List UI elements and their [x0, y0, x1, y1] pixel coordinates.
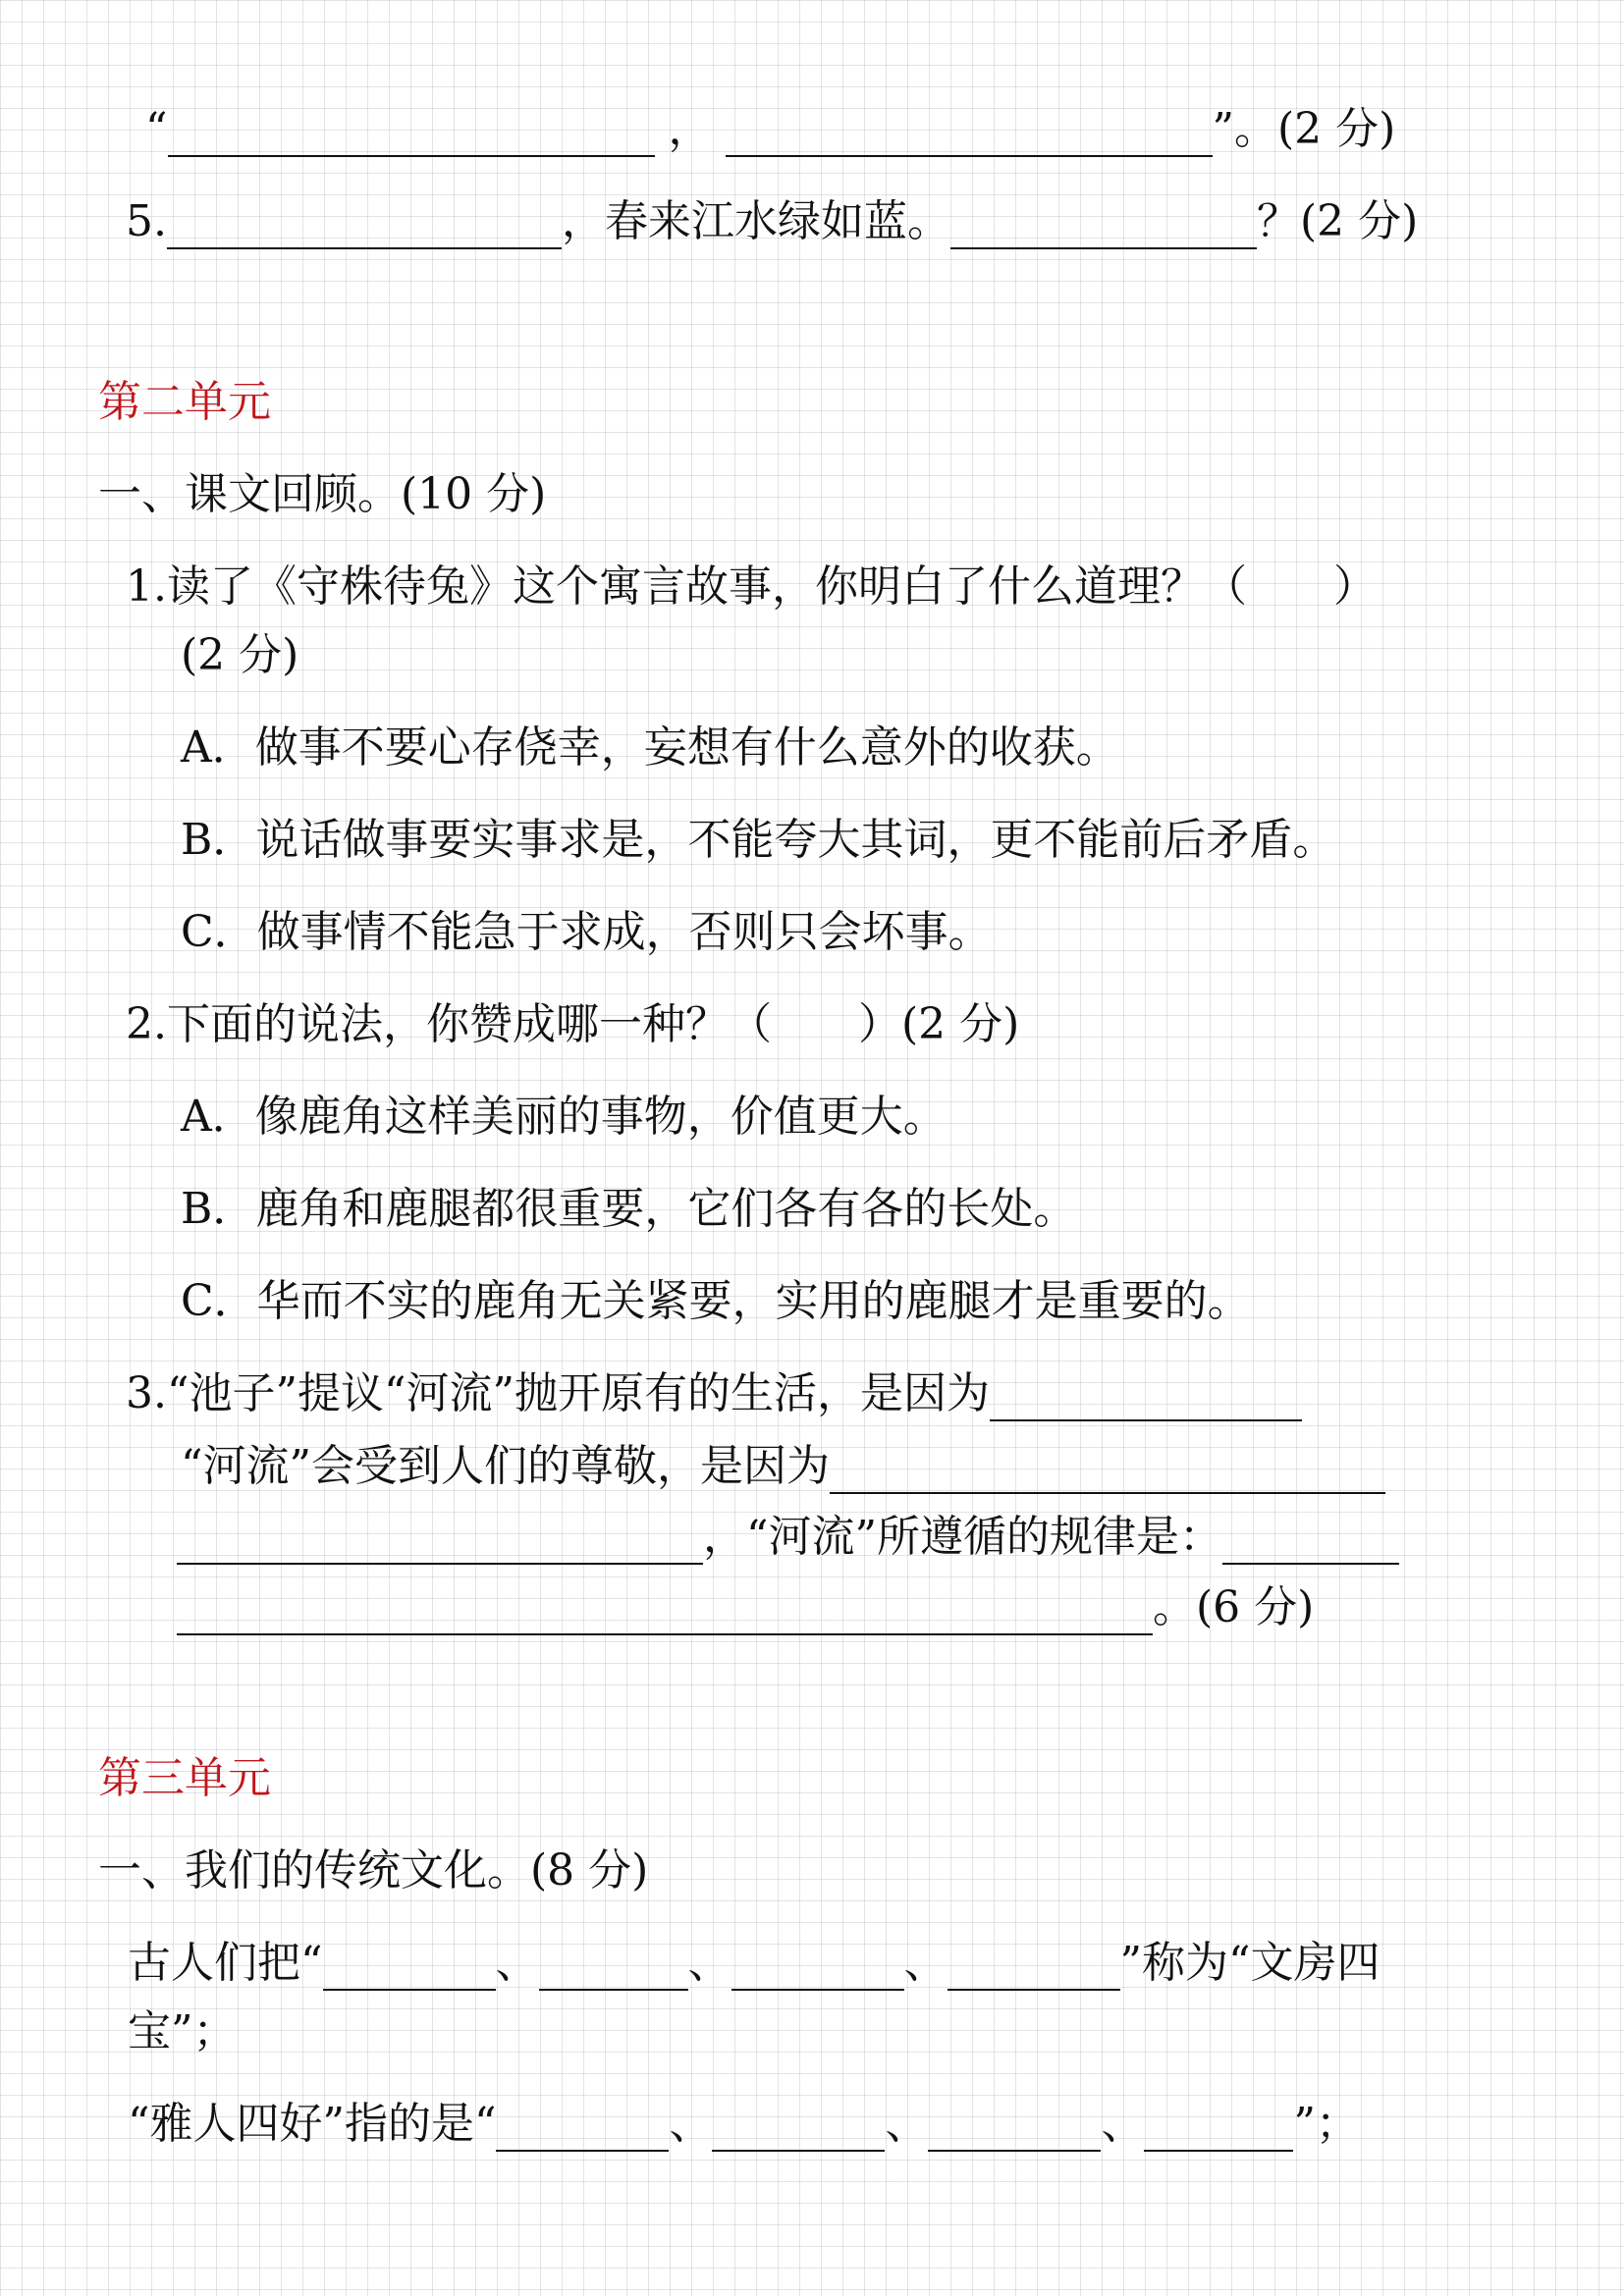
q3-text-2: “河流”会受到人们的尊敬，是因为: [181, 1441, 830, 1491]
q5-text: ，春来江水绿如蓝。: [561, 196, 950, 246]
q3-line-2: [181, 1439, 1385, 1494]
q3-line-1: [126, 1366, 1302, 1421]
answer-blank[interactable]: [177, 1522, 703, 1565]
comma: ，: [668, 104, 712, 154]
q4-answer-line: [145, 102, 1395, 157]
separator: 、: [669, 2099, 713, 2149]
answer-blank[interactable]: [830, 1451, 1385, 1494]
q5-number: 5.: [126, 196, 167, 246]
answer-blank[interactable]: [928, 2109, 1101, 2152]
answer-blank[interactable]: [496, 2109, 669, 2152]
q3-text-1: 3.“池子”提议“河流”抛开原有的生活，是因为: [126, 1368, 990, 1418]
q1-text: 1.读了《守株待兔》这个寓言故事，你明白了什么道理？（ ）: [126, 561, 1377, 612]
answer-blank[interactable]: [1144, 2109, 1293, 2152]
four-hobbies-line: [128, 2097, 1359, 2152]
unit-3-title: 第三单元: [98, 1753, 271, 1803]
answer-blank[interactable]: [167, 206, 562, 249]
unit-2-section-1-heading: 一、课文回顾。(10 分): [98, 469, 547, 519]
q3-score: 。(6 分): [1153, 1582, 1315, 1632]
q3-line-4: [177, 1580, 1314, 1635]
q4-close: ”。(2 分): [1212, 104, 1396, 154]
q5-score: ？(2 分): [1256, 196, 1419, 246]
answer-blank[interactable]: [950, 206, 1257, 249]
answer-blank[interactable]: [1222, 1522, 1399, 1565]
four-hobbies-end: ”；: [1293, 2099, 1359, 2149]
answer-blank[interactable]: [539, 1948, 688, 1991]
answer-blank[interactable]: [712, 2109, 885, 2152]
four-treasures-text: 古人们把“: [128, 1938, 323, 1988]
q1-option-c[interactable]: C．做事情不能急于求成，否则只会坏事。: [181, 907, 992, 957]
q2-option-c[interactable]: C．华而不实的鹿角无关紧要，实用的鹿腿才是重要的。: [181, 1276, 1251, 1326]
q3-text-3: ，“河流”所遵循的规律是：: [703, 1512, 1222, 1562]
q2-option-b[interactable]: B．鹿角和鹿腿都很重要，它们各有各的长处。: [181, 1184, 1077, 1234]
q1-score: (2 分): [181, 630, 299, 680]
answer-blank[interactable]: [177, 1592, 1153, 1635]
four-treasures-end: ”称为“文房四: [1119, 1938, 1380, 1988]
answer-blank[interactable]: [990, 1378, 1302, 1421]
answer-blank[interactable]: [947, 1948, 1120, 1991]
four-treasures-cont: 宝”；: [128, 2006, 237, 2056]
four-treasures-line: [128, 1936, 1380, 1991]
separator: 、: [885, 2099, 929, 2149]
answer-blank[interactable]: [731, 1948, 904, 1991]
open-quote: “: [145, 104, 168, 154]
answer-blank[interactable]: [168, 114, 655, 157]
q1-option-b[interactable]: B．说话做事要实事求是，不能夸大其词，更不能前后矛盾。: [181, 815, 1336, 865]
q1-option-a[interactable]: A．做事不要心存侥幸，妄想有什么意外的收获。: [181, 722, 1119, 773]
q2-option-a[interactable]: A．像鹿角这样美丽的事物，价值更大。: [181, 1092, 947, 1142]
separator: 、: [495, 1938, 539, 1988]
unit-3-section-1-heading: 一、我们的传统文化。(8 分): [98, 1845, 649, 1896]
separator: 、: [903, 1938, 947, 1988]
answer-blank[interactable]: [726, 114, 1213, 157]
separator: 、: [1101, 2099, 1145, 2149]
q5-line: [126, 194, 1418, 249]
separator: 、: [687, 1938, 731, 1988]
answer-blank[interactable]: [323, 1948, 496, 1991]
four-hobbies-text: “雅人四好”指的是“: [128, 2099, 497, 2149]
unit-2-title: 第二单元: [98, 377, 271, 427]
q3-line-3: [177, 1510, 1399, 1565]
q2-text: 2.下面的说法，你赞成哪一种？（ ）(2 分): [126, 999, 1020, 1049]
